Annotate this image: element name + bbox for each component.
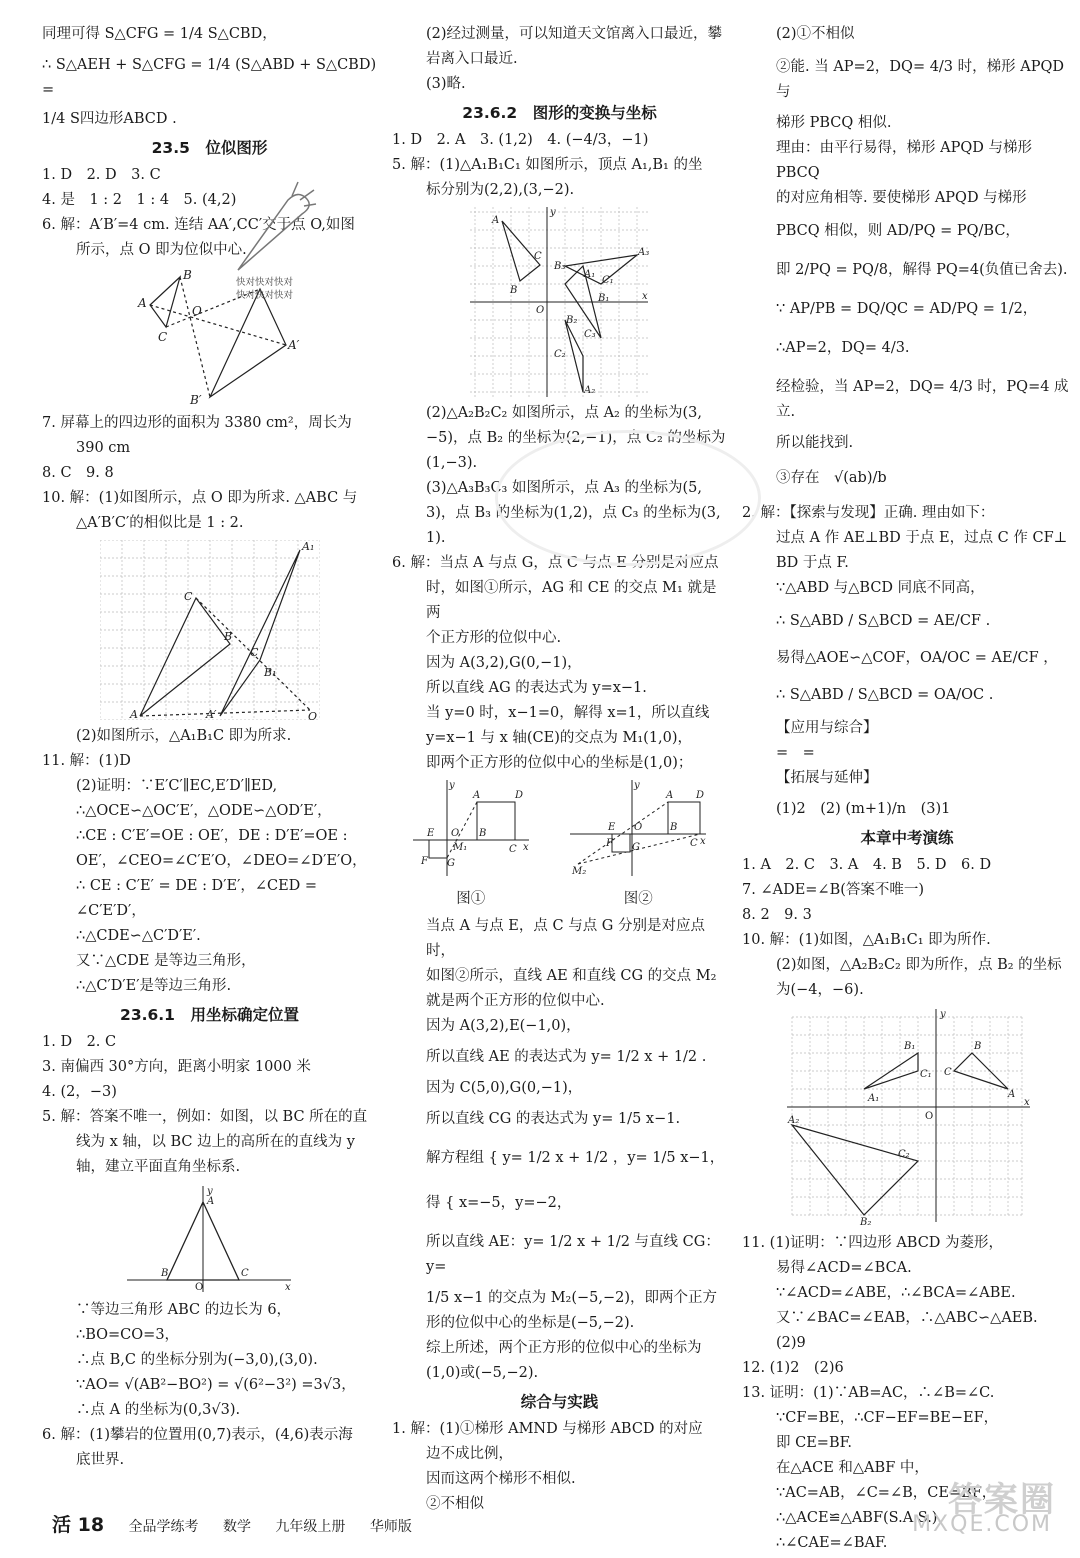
- answer-line: (1)2 (2) (m+1)/n (3)1: [776, 801, 951, 817]
- svg-text:D: D: [514, 790, 523, 801]
- answer-line: 所以直线 AE：y= 1/2 x + 1/2 与直线 CG：y=: [426, 1234, 720, 1275]
- svg-text:O: O: [925, 1111, 934, 1122]
- svg-text:O: O: [634, 822, 643, 833]
- answer-line: 11. (1)证明：∵四边形 ABCD 为菱形，: [742, 1235, 1004, 1251]
- answer-line: 过点 A 作 AE⊥BD 于点 E，过点 C 作 CF⊥: [776, 530, 1068, 546]
- answer-line: 的对应角相等. 要使梯形 APQD 与梯形: [776, 190, 1027, 206]
- answer-line: ∴ S△ABD / S△BCD = AE/CF .: [776, 613, 991, 629]
- svg-text:C: C: [183, 590, 192, 603]
- answer-line: BD 于点 F.: [776, 555, 849, 571]
- answer-line: 如图②所示，直线 AE 和直线 CG 的交点 M₂: [426, 968, 717, 984]
- answer-line: 所以直线 CG 的表达式为 y= 1/5 x−1.: [426, 1111, 681, 1127]
- answer-line: 在△ACE 和△ABF 中，: [776, 1460, 929, 1476]
- section-title: 23.5 位似图形: [151, 139, 268, 157]
- answer-line: 易得△AOE∽△COF，OA/OC = AE/CF ，: [776, 650, 1058, 666]
- svg-text:y: y: [448, 780, 455, 791]
- svg-text:A₃: A₃: [637, 247, 649, 258]
- answer-line: ∴点 B,C 的坐标分别为(−3,0),(3,0).: [76, 1352, 318, 1368]
- svg-text:C₁: C₁: [601, 275, 614, 286]
- answer-line: 标分别为(2,2),(3,−2).: [426, 182, 575, 198]
- svg-text:C: C: [690, 838, 698, 849]
- answer-line: (2)如图，△A₂B₂C₂ 即为所作，点 B₂ 的坐标: [776, 957, 1062, 973]
- answer-line: 底世界.: [76, 1452, 125, 1468]
- watermark-brand: 答案圈: [948, 1480, 1056, 1520]
- answer-line: 因为 C(5,0),G(0,−1)，: [426, 1080, 583, 1096]
- answer-line: ∵等边三角形 ABC 的边长为 6，: [76, 1302, 292, 1318]
- svg-text:A: A: [666, 790, 674, 801]
- svg-text:O: O: [307, 710, 317, 720]
- figure-caption: 图②: [623, 891, 653, 907]
- answer-line: OE′，∠CEO=∠C′E′O，∠DEO=∠D′E′O，: [76, 853, 367, 869]
- carrot-stamp-icon: [228, 180, 318, 280]
- svg-text:O: O: [191, 304, 202, 318]
- svg-text:A: A: [491, 215, 499, 226]
- answer-line: 4. (2，−3): [42, 1084, 117, 1100]
- answer-line: 11. 解：(1)D: [42, 753, 131, 769]
- answer-line: 3. 南偏西 30°方向，距离小明家 1000 米: [42, 1059, 311, 1075]
- svg-text:B: B: [670, 822, 678, 833]
- svg-text:B: B: [974, 1041, 982, 1052]
- answer-line: ∴ CE : C′E′ = DE : D′E′，∠CED =: [76, 878, 318, 894]
- book-name: 全品学练考: [128, 1519, 199, 1535]
- answer-line: ∴ S△ABD / S△BCD = OA/OC .: [776, 687, 994, 703]
- watermark-site: MXQE.COM: [912, 1512, 1052, 1537]
- answer-line: ∴点 A 的坐标为(0,3√3).: [76, 1402, 241, 1418]
- svg-text:y: y: [549, 207, 556, 218]
- svg-text:C₂: C₂: [553, 349, 566, 360]
- figure-1: [411, 778, 531, 878]
- svg-text:B: B: [478, 828, 487, 839]
- svg-text:A′: A′: [205, 708, 216, 720]
- answer-line: ∴△CDE∽△C′D′E′.: [76, 928, 201, 944]
- answer-line: ②能. 当 AP=2，DQ= 4/3 时，梯形 APQD 与: [776, 59, 1069, 100]
- answer-line: 1).: [426, 530, 446, 546]
- answer-line: 【拓展与延伸】: [776, 770, 878, 786]
- answer-line: 8. 2 9. 3: [742, 907, 812, 923]
- answer-line: 390 cm: [76, 440, 131, 456]
- subject: 数学: [222, 1519, 251, 1535]
- svg-text:D: D: [696, 790, 705, 801]
- svg-text:B′: B′: [189, 393, 202, 407]
- svg-text:A: A: [137, 296, 147, 310]
- answer-line: 1/5 x−1 的交点为 M₂(−5,−2)，即两个正方: [426, 1290, 718, 1306]
- answer-line: 1. A 2. C 3. A 4. B 5. D 6. D: [742, 857, 992, 873]
- answer-line: (1,0)或(−5,−2).: [426, 1365, 539, 1381]
- svg-text:G: G: [632, 842, 641, 853]
- svg-text:A′: A′: [287, 338, 299, 352]
- answer-line: 易得∠ACD=∠BCA.: [776, 1260, 912, 1276]
- svg-text:F: F: [420, 856, 428, 867]
- answer-line: 2. 解：【探索与发现】正确. 理由如下：: [742, 505, 995, 521]
- svg-text:B₁: B₁: [597, 293, 609, 304]
- answer-line: 5. 解：答案不唯一，例如：如图，以 BC 所在的直: [42, 1109, 368, 1125]
- svg-text:A₁: A₁: [583, 269, 595, 280]
- triangle-a1b1c1: [210, 289, 286, 397]
- column-1: [42, 22, 381, 1473]
- svg-text:C₁: C₁: [920, 1069, 932, 1080]
- svg-text:E: E: [426, 828, 435, 839]
- column-2: [392, 22, 727, 1517]
- answer-line: 就是两个正方形的位似中心.: [426, 993, 605, 1009]
- answer-line: 线为 x 轴，以 BC 边上的高所在的直线为 y: [76, 1134, 355, 1150]
- svg-text:x: x: [284, 1282, 291, 1293]
- figure-1-wrap: [411, 778, 531, 912]
- answer-line: 6. 解：A′B′=4 cm. 连结 AA′,CC′交于点 O,如图: [42, 217, 355, 233]
- svg-text:F: F: [606, 838, 614, 849]
- answer-line: 10. 解：(1)如图所示，点 O 即为所求. △ABC 与: [42, 490, 358, 506]
- answer-line: ∵CF=BE，∴CF−EF=BE−EF，: [776, 1410, 999, 1426]
- text-line: ∴ S△AEH + S△CFG = 1/4 (S△ABD + S△CBD) =: [42, 57, 381, 98]
- answer-line: (3)△A₃B₃C₃ 如图所示，点 A₃ 的坐标为(5,: [426, 480, 702, 496]
- page-footer: [52, 1510, 1032, 1550]
- answer-line: (1,−3).: [426, 455, 478, 471]
- answer-line: −5)，点 B₂ 的坐标为(2,−1)，点 C₂ 的坐标为: [426, 430, 726, 446]
- answer-line: 当 y=0 时，x−1=0，解得 x=1，所以直线: [426, 705, 710, 721]
- svg-text:A₁: A₁: [868, 1093, 880, 1104]
- svg-text:B₂: B₂: [565, 315, 577, 326]
- figure-row: [392, 778, 727, 912]
- answer-line: 又∵△CDE 是等边三角形，: [76, 953, 256, 969]
- figure-grid-homothety: [100, 540, 320, 720]
- answer-line: 经检验，当 AP=2，DQ= 4/3 时，PQ=4 成立.: [776, 379, 1069, 420]
- answer-line: 个正方形的位似中心.: [426, 630, 562, 646]
- answer-line: 边不成比例，: [426, 1446, 513, 1462]
- answer-line: = =: [776, 745, 815, 761]
- answer-line: 所以直线 AG 的表达式为 y=x−1.: [426, 680, 647, 696]
- svg-text:C: C: [157, 330, 167, 344]
- answer-line: ∠C′E′D′，: [76, 903, 146, 919]
- figure-2: [568, 778, 708, 878]
- answer-line: 得 { x=−5，y=−2，: [426, 1195, 572, 1211]
- svg-text:B₁: B₁: [263, 666, 276, 679]
- svg-text:B: B: [182, 268, 192, 282]
- answer-line: 即 2/PQ = PQ/8，解得 PQ=4(负值已舍去).: [776, 262, 1068, 278]
- answer-line: 岩离入口最近.: [426, 51, 518, 67]
- answer-line: 轴，建立平面直角坐标系.: [76, 1159, 241, 1175]
- svg-text:A₂: A₂: [583, 385, 595, 396]
- answer-line: ∵AC=AB，∠C=∠B，CE=BF，: [776, 1485, 997, 1501]
- answer-line: PBCQ 相似，则 AD/PQ = PQ/BC，: [776, 223, 1020, 239]
- answer-line: 12. (1)2 (2)6: [742, 1360, 844, 1376]
- answer-line: 即 CE=BF.: [776, 1435, 853, 1451]
- figure-equilateral-axes: [125, 1184, 295, 1294]
- svg-text:A₁: A₁: [301, 540, 314, 553]
- answer-line: 又∵∠BAC=∠EAB，∴△ABC∽△AEB.: [776, 1310, 1038, 1326]
- svg-text:x: x: [641, 291, 648, 302]
- svg-text:O: O: [535, 305, 544, 316]
- answer-line: 综上所述，两个正方形的位似中心的坐标为: [426, 1340, 702, 1356]
- svg-text:M₁: M₁: [452, 842, 467, 853]
- edition: 华师版: [369, 1519, 412, 1535]
- svg-text:A: A: [1008, 1089, 1016, 1100]
- answer-line: 4. 是 1 : 2 1 : 4 5. (4,2): [42, 192, 237, 208]
- answer-line: (2)9: [776, 1335, 806, 1351]
- svg-text:B: B: [160, 1268, 168, 1279]
- answer-line: ③存在 √(ab)/b: [776, 470, 887, 486]
- answer-line: 7. 屏幕上的四边形的面积为 3380 cm²，周长为: [42, 415, 352, 431]
- answer-line: 因为 A(3,2),G(0,−1)，: [426, 655, 582, 671]
- answer-line: 10. 解：(1)如图，△A₁B₁C₁ 即为所作.: [742, 932, 991, 948]
- svg-text:x: x: [1024, 1097, 1030, 1108]
- answer-line: ∴BO=CO=3，: [76, 1327, 180, 1343]
- answer-line: ∴△OCE∽△OC′E′，△ODE∽△OD′E′，: [76, 803, 332, 819]
- svg-text:B₂: B₂: [860, 1217, 872, 1227]
- svg-text:C: C: [533, 251, 542, 262]
- answer-line: 梯形 PBCQ 相似.: [776, 115, 892, 131]
- answer-line: 13. 证明：(1)∵AB=AC，∴∠B=∠C.: [742, 1385, 995, 1401]
- stamp-text: 快对快对快对 快对快对快对: [236, 277, 294, 301]
- svg-text:A: A: [129, 708, 138, 720]
- svg-text:C: C: [944, 1067, 952, 1078]
- svg-text:A₂: A₂: [788, 1115, 800, 1126]
- svg-text:O: O: [450, 828, 459, 839]
- svg-text:O: O: [194, 1282, 203, 1293]
- answer-line: ∴AP=2，DQ= 4/3.: [776, 340, 910, 356]
- svg-text:A: A: [472, 790, 480, 801]
- answer-line: 1. D 2. C: [42, 1034, 117, 1050]
- answer-line: 3)，点 B₃ 的坐标为(1,2)，点 C₃ 的坐标为(3,: [426, 505, 721, 521]
- answer-line: 所示，点 O 即为位似中心.: [76, 242, 247, 258]
- answer-line: 【应用与综合】: [776, 720, 878, 736]
- svg-text:M₂: M₂: [572, 866, 587, 877]
- answer-line: ②不相似: [426, 1496, 484, 1512]
- section-title: 23.6.2 图形的变换与坐标: [462, 104, 657, 122]
- answer-line: 理由：由平行易得，梯形 APQD 与梯形 PBCQ: [776, 140, 1037, 181]
- answer-line: 所以直线 AE 的表达式为 y= 1/2 x + 1/2 .: [426, 1049, 707, 1065]
- answer-line: 5. 解：(1)△A₁B₁C₁ 如图所示，顶点 A₁,B₁ 的坐: [392, 157, 703, 173]
- answer-line: 因而这两个梯形不相似.: [426, 1471, 576, 1487]
- section-title: 综合与实践: [520, 1393, 599, 1411]
- answer-line: ∵△ABD 与△BCD 同底不同高，: [776, 580, 985, 596]
- answer-line: 形的位似中心的坐标是(−5,−2).: [426, 1315, 635, 1331]
- answer-line: ∴CE : C′E′=OE : OE′，DE : D′E′=OE :: [76, 828, 348, 844]
- svg-text:y: y: [940, 1009, 946, 1020]
- svg-text:C: C: [249, 646, 258, 659]
- text-line: 同理可得 S△CFG = 1/4 S△CBD，: [42, 26, 277, 42]
- answer-line: 1. D 2. A 3. (1,2) 4. (−4/3，−1): [392, 132, 649, 148]
- answer-line: 6. 解：(1)攀岩的位置用(0,7)表示，(4,6)表示海: [42, 1427, 353, 1443]
- answer-line: ∴△ACE≌△ABF(S.A.S.)，: [776, 1510, 952, 1526]
- answer-line: 时，如图①所示，AG 和 CE 的交点 M₁ 就是两: [426, 580, 717, 621]
- text-line: 1/4 S四边形ABCD .: [42, 111, 177, 127]
- answer-line: (2)经过测量，可以知道天文馆离入口最近，攀: [426, 26, 723, 42]
- grade: 九年级上册: [275, 1519, 346, 1535]
- answer-line: 1. D 2. D 3. C: [42, 167, 161, 183]
- svg-text:B₃: B₃: [553, 261, 565, 272]
- svg-text:B₁: B₁: [904, 1041, 916, 1052]
- svg-text:C₂: C₂: [898, 1149, 910, 1160]
- figure-coordinate-grid: [782, 1007, 1032, 1227]
- answer-line: ∴∠CAE=∠BAF.: [776, 1535, 888, 1551]
- svg-text:B: B: [509, 285, 517, 296]
- answer-line: 1. 解：(1)①梯形 AMND 与梯形 ABCD 的对应: [392, 1421, 703, 1437]
- svg-text:G: G: [446, 858, 455, 869]
- answer-line: 即两个正方形的位似中心的坐标是(1,0)；: [426, 755, 693, 771]
- answer-line: (3)略.: [426, 76, 466, 92]
- answer-line: ∵∠ACD=∠ABE，∴∠BCA=∠ABE.: [776, 1285, 1016, 1301]
- answer-line: (2)△A₂B₂C₂ 如图所示，点 A₂ 的坐标为(3,: [426, 405, 702, 421]
- answer-line: y=x−1 与 x 轴(CE)的交点为 M₁(1,0)，: [426, 730, 693, 746]
- answer-line: 8. C 9. 8: [42, 465, 114, 481]
- answer-line: 因为 A(3,2),E(−1,0)，: [426, 1018, 581, 1034]
- answer-line: △A′B′C′的相似比是 1 : 2.: [76, 515, 244, 531]
- svg-text:x: x: [700, 836, 706, 847]
- answer-line: 当点 A 与点 E，点 C 与点 G 分别是对应点时，: [426, 918, 705, 959]
- answer-line: 解方程组 { y= 1/2 x + 1/2 ，y= 1/5 x−1，: [426, 1150, 725, 1166]
- page-number: 活 18: [52, 1514, 105, 1536]
- answer-line: (2)①不相似: [776, 26, 855, 42]
- svg-text:B: B: [223, 630, 232, 643]
- answer-line: 6. 解：当点 A 与点 G，点 C 与点 E 分别是对应点: [392, 555, 719, 571]
- answer-line: ∵ AP/PB = DQ/QC = AD/PQ = 1/2，: [776, 301, 1038, 317]
- svg-text:C: C: [508, 844, 517, 855]
- triangle-abc: [150, 277, 180, 327]
- answer-line: ∵AO= √(AB²−BO²) = √(6²−3²) =3√3，: [76, 1377, 356, 1393]
- column-3: [742, 22, 1072, 1556]
- answer-line: 为(−4，−6).: [776, 982, 864, 998]
- svg-text:C: C: [240, 1268, 249, 1279]
- answer-line: ∴△C′D′E′是等边三角形.: [76, 978, 232, 994]
- svg-text:y: y: [206, 1186, 213, 1197]
- svg-text:A: A: [206, 1196, 214, 1207]
- figure-transform-grid: [470, 207, 650, 397]
- svg-text:C₃: C₃: [583, 329, 596, 340]
- svg-text:E: E: [608, 822, 616, 833]
- circle-watermark-icon: [495, 430, 761, 566]
- answer-line: (2)证明：∵E′C′∥EC,E′D′∥ED,: [76, 778, 278, 794]
- section-title: 本章中考演练: [860, 829, 954, 847]
- answer-line: (2)如图所示，△A₁B₁C 即为所求.: [76, 728, 292, 744]
- answer-line: 7. ∠ADE=∠B(答案不唯一): [742, 882, 925, 898]
- figure-caption: 图①: [456, 891, 486, 907]
- section-title: 23.6.1 用坐标确定位置: [120, 1006, 299, 1024]
- answer-line: 所以能找到.: [776, 435, 854, 451]
- figure-2-wrap: [568, 778, 708, 912]
- svg-text:y: y: [634, 780, 640, 791]
- svg-text:x: x: [522, 842, 529, 853]
